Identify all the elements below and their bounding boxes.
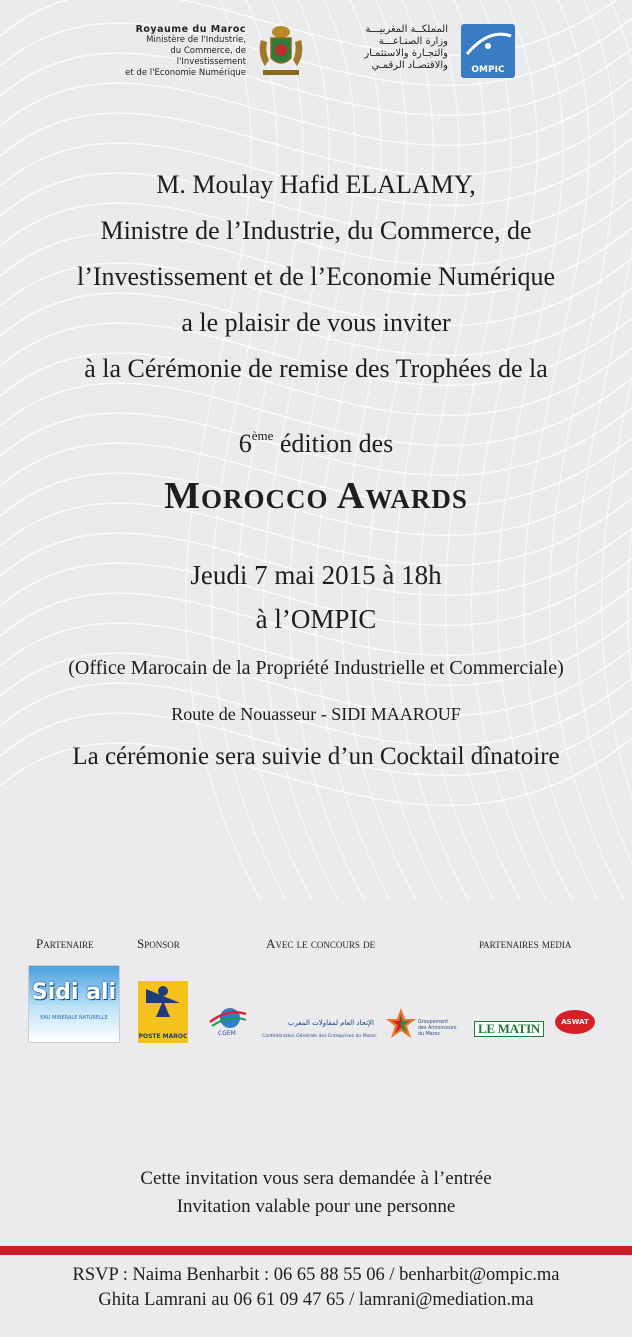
poste-maroc-figure-icon <box>138 981 188 1021</box>
radio-aswat-logo: ASWAT <box>555 1010 595 1034</box>
invitation-line: a le plaisir de vous inviter <box>181 308 451 337</box>
host-title-line: Ministre de l’Industrie, du Commerce, de <box>100 216 532 245</box>
sidi-ali-logo <box>28 965 120 1043</box>
kingdom-label-arabic: المملكــة المغربيـــة <box>365 24 448 35</box>
ompic-logo <box>461 24 515 78</box>
rsvp-line: RSVP : Naima Benharbit : 06 65 88 55 06 / benharbit@ompic.ma <box>72 1265 560 1285</box>
ministry-line: et de l'Economie Numérique <box>125 68 246 78</box>
host-title-line: l’Investissement et de l’Economie Numérique <box>77 262 555 291</box>
ministry-name-arabic <box>316 24 448 72</box>
sidi-ali-subtitle: EAU MINERALE NATURELLE <box>40 1015 108 1021</box>
cgem-arabic-text: الإتحاد العام لمقاولات المغرب <box>287 1019 374 1027</box>
cgem-full-text: Confédération Générale des Entreprises du Maroc <box>262 1034 377 1039</box>
ompic-swoosh-icon <box>461 24 515 64</box>
poste-maroc-logo <box>138 981 188 1043</box>
coat-of-arms-icon <box>253 20 309 80</box>
gam-text: Groupement des Annonceurs du Maroc <box>418 1020 457 1037</box>
entry-note: Cette invitation vous sera demandée à l’entrée <box>140 1168 492 1189</box>
invitation-line: à la Cérémonie de remise des Trophées de la <box>84 354 548 383</box>
category-concours: Avec le concours de <box>266 936 376 951</box>
le-matin-logo: LE MATIN <box>474 1021 544 1037</box>
ompic-logo-text: OMPIC <box>471 65 505 75</box>
ministry-line-arabic: وزارة الصنـاعـــة <box>378 36 448 47</box>
cgem-globe-icon <box>208 1004 248 1030</box>
ministry-line-arabic: والاقتصـاد الرقمـي <box>371 60 448 71</box>
sidi-ali-name: Sidi ali <box>31 980 117 1005</box>
host-name: M. Moulay Hafid ELALAMY, <box>156 170 476 199</box>
category-partenaire: Partenaire <box>36 936 94 951</box>
ministry-line: Ministère de l'Industrie, <box>146 35 246 45</box>
cgem-text: CGEM <box>218 1030 236 1037</box>
edition-line <box>0 428 632 459</box>
edition-text: édition des <box>273 429 394 458</box>
venue-address: Route de Nouasseur - SIDI MAAROUF <box>171 704 461 724</box>
cocktail-note: La cérémonie sera suivie d’un Cocktail dînatoire <box>72 743 560 770</box>
red-divider <box>0 1246 632 1255</box>
kingdom-label: Royaume du Maroc <box>135 24 246 35</box>
edition-number: 6 <box>238 429 252 458</box>
event-date: Jeudi 7 mai 2015 à 18h <box>190 560 442 590</box>
ministry-line-arabic: والتجـارة والاستثمـار <box>364 48 448 59</box>
gam-logo <box>384 1006 456 1042</box>
edition-superscript: ème <box>251 428 274 443</box>
gam-star-icon <box>384 1006 418 1040</box>
cgem-logo <box>208 1004 248 1040</box>
cgem-full-logo <box>262 1019 377 1042</box>
event-venue: à l’OMPIC <box>255 604 377 634</box>
ministry-line: du Commerce, de l'Investissement <box>170 46 246 67</box>
poste-maroc-text: POSTE MAROC <box>138 1033 188 1040</box>
ministry-name-french <box>112 24 246 79</box>
letterhead <box>0 18 632 82</box>
rsvp-line: Ghita Lamrani au 06 61 09 47 65 / lamrani@mediation.ma <box>98 1290 534 1310</box>
category-media: partenaires media <box>479 936 572 951</box>
event-title: Morocco Awards <box>164 475 468 517</box>
validity-note: Invitation valable pour une personne <box>176 1196 456 1217</box>
category-sponsor: Sponsor <box>137 936 180 951</box>
venue-full-name: (Office Marocain de la Propriété Industrielle et Commerciale) <box>68 657 564 679</box>
